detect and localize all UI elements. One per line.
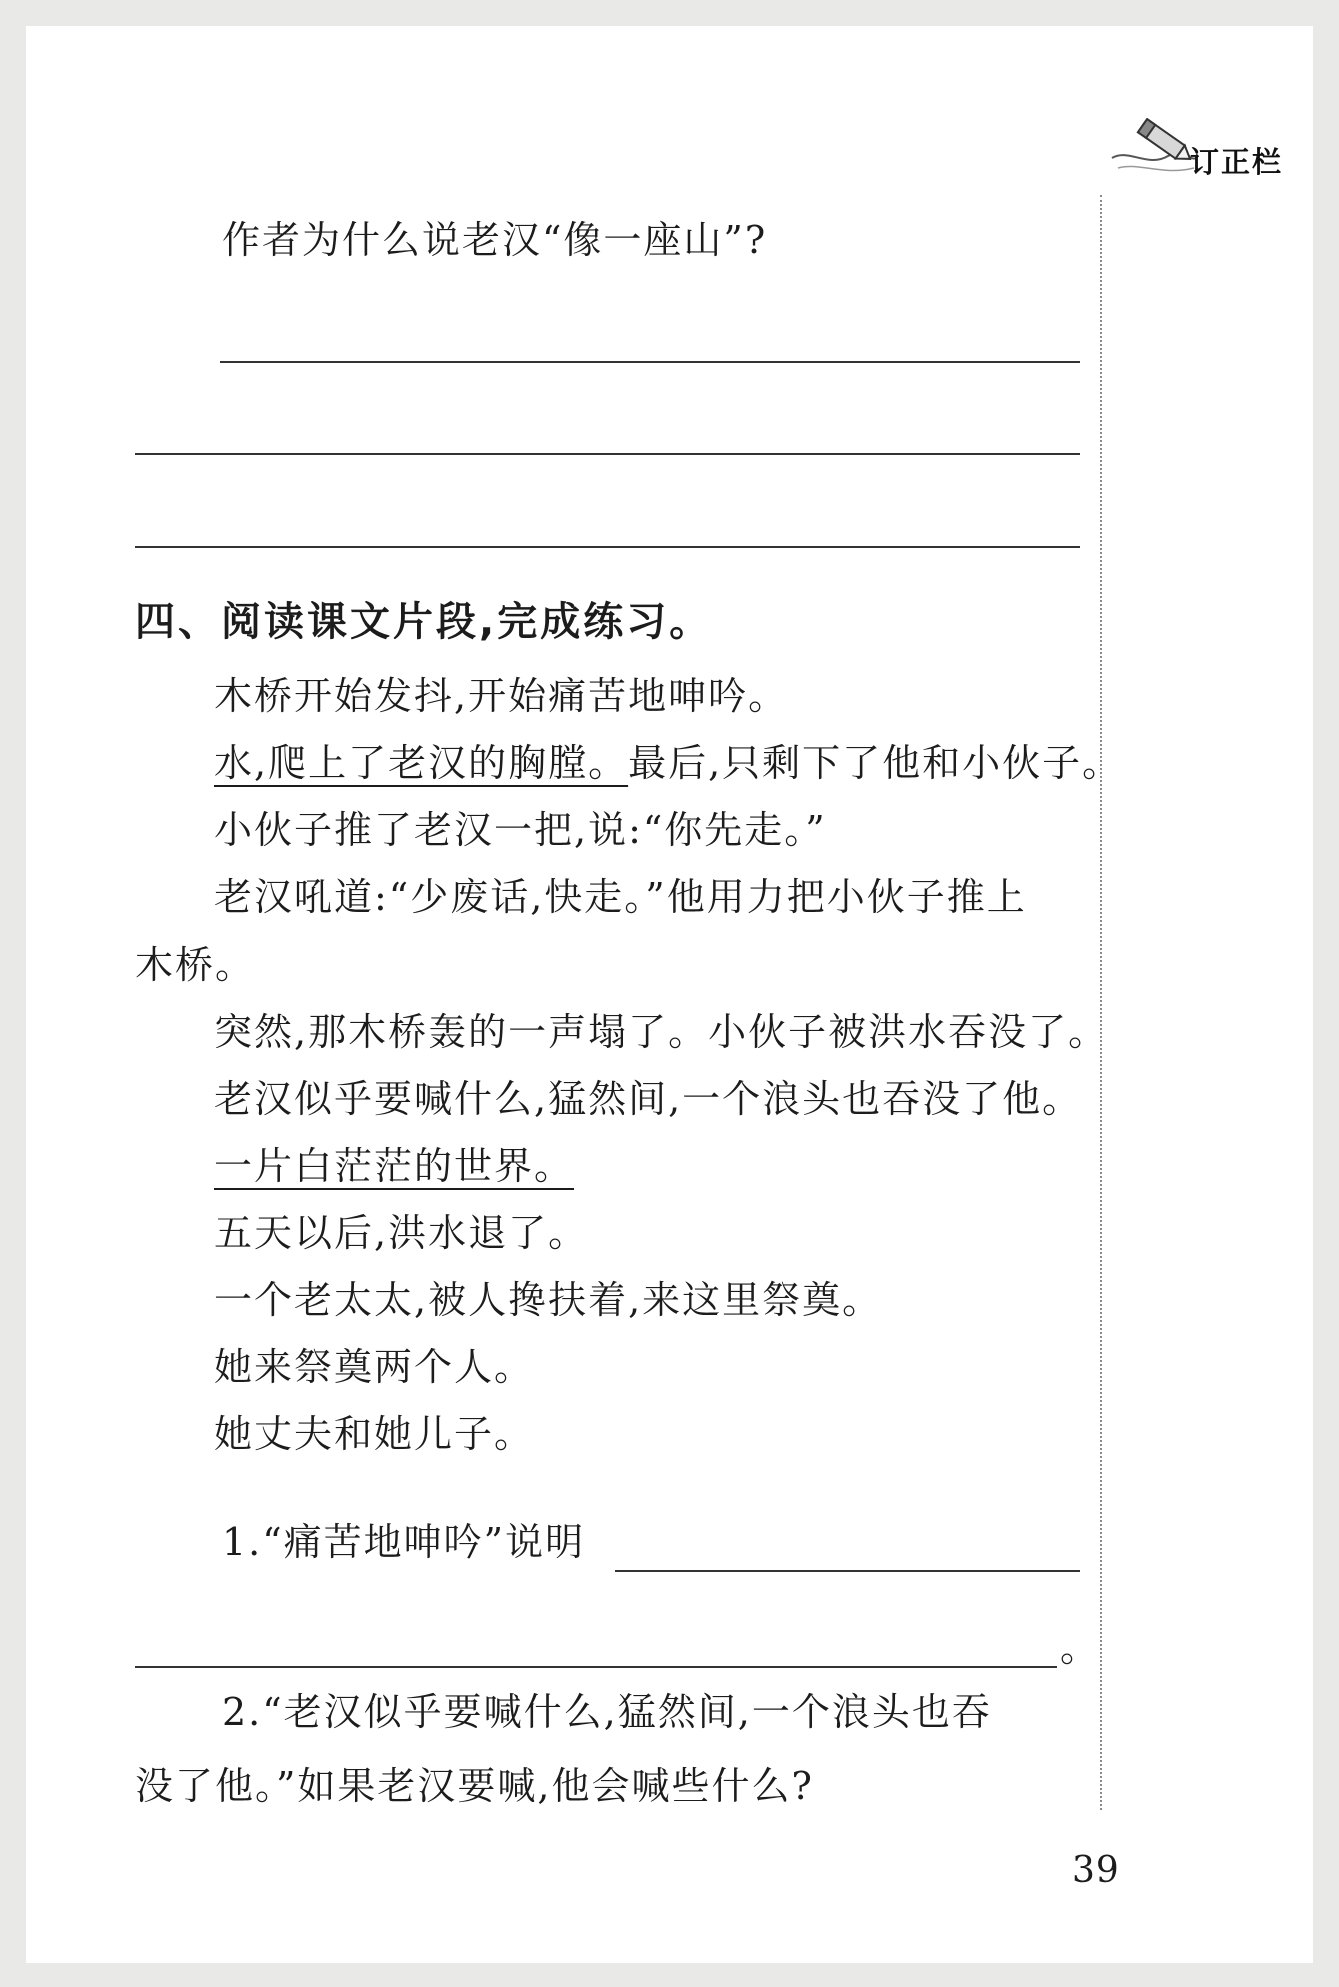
passage-paragraph [214, 1144, 574, 1188]
passage-text: 最后,只剩下了他和小伙子。 [628, 741, 1123, 785]
passage-paragraph: 突然,那木桥轰的一声塌了。小伙子被洪水吞没了。 [214, 1010, 1109, 1054]
answer-line[interactable] [220, 361, 1080, 363]
pencil-writing-icon [1108, 118, 1198, 182]
passage-paragraph: 五天以后,洪水退了。 [214, 1211, 589, 1255]
underlined-sentence: 水,爬上了老汉的胸膛。 [214, 741, 629, 785]
answer-line[interactable] [135, 453, 1080, 455]
correction-column-label: 订正栏 [1190, 145, 1284, 179]
question-text: 作者为什么说老汉“像一座山”? [222, 218, 768, 262]
passage-paragraph: 老汉似乎要喊什么,猛然间,一个浪头也吞没了他。 [214, 1077, 1083, 1121]
passage-paragraph: 她丈夫和她儿子。 [214, 1412, 535, 1456]
question-1-answer-line[interactable] [135, 1666, 1057, 1668]
question-2-text: 没了他。”如果老汉要喊,他会喊些什么? [135, 1764, 814, 1808]
passage-paragraph [214, 741, 1122, 785]
passage-paragraph-continuation: 木桥。 [135, 943, 256, 987]
correction-column-divider [1100, 195, 1102, 1810]
section-title: 四、阅读课文片段,完成练习。 [135, 599, 713, 645]
passage-paragraph: 一个老太太,被人搀扶着,来这里祭奠。 [214, 1278, 883, 1322]
passage-paragraph: 木桥开始发抖,开始痛苦地呻吟。 [214, 674, 789, 718]
underlined-sentence: 一片白茫茫的世界。 [214, 1144, 575, 1188]
question-1-period: 。 [1060, 1626, 1101, 1670]
answer-line[interactable] [135, 546, 1080, 548]
passage-paragraph: 老汉吼道:“少废话,快走。”他用力把小伙子推上 [214, 875, 1027, 919]
page-number: 39 [1072, 1850, 1120, 1891]
question-1-prompt: 1.“痛苦地呻吟”说明 [222, 1520, 586, 1564]
question-2-text: 2.“老汉似乎要喊什么,猛然间,一个浪头也吞 [222, 1690, 992, 1734]
passage-paragraph: 小伙子推了老汉一把,说:“你先走。” [214, 808, 827, 852]
question-1-answer-line[interactable] [615, 1570, 1080, 1572]
worksheet-page [26, 26, 1313, 1963]
passage-paragraph: 她来祭奠两个人。 [214, 1345, 535, 1389]
